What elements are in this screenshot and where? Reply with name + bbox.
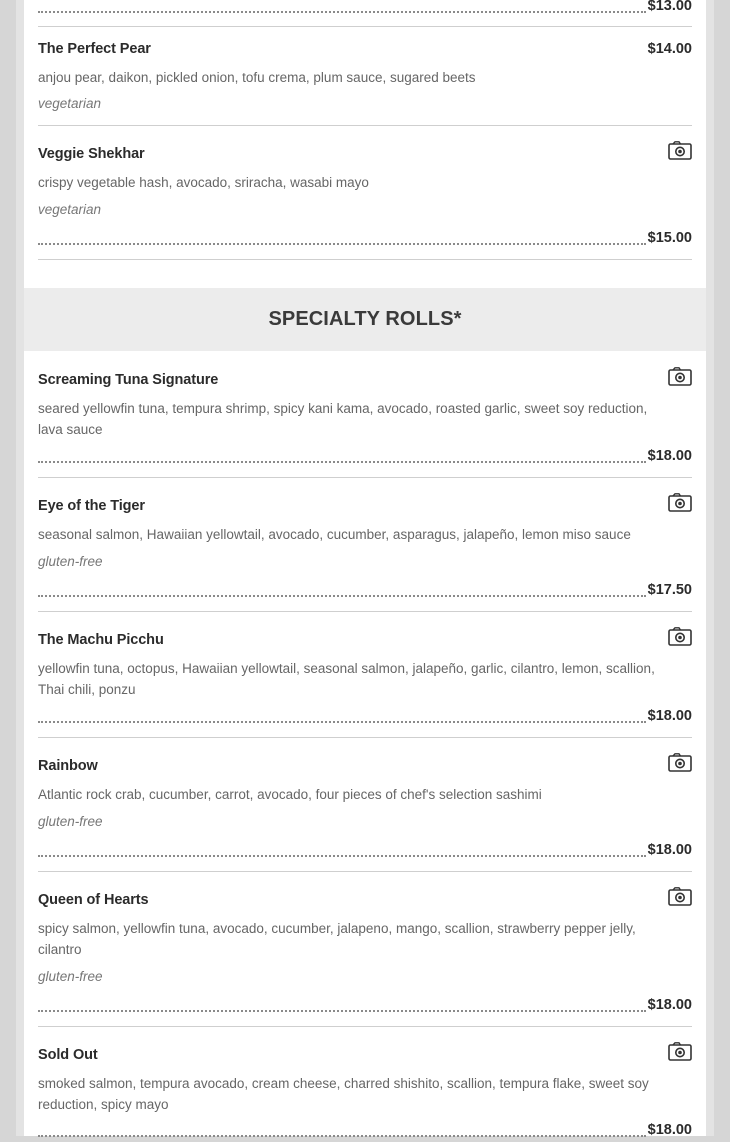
divider: [38, 125, 692, 126]
item-name: Queen of Hearts: [38, 892, 149, 908]
dot-leader: [38, 595, 646, 597]
item-description-line: spicy salmon, yellowfin tuna, avocado, cucumber, jalapeno, mango, scallion, strawberry pepper jelly,: [38, 921, 636, 936]
item-description-line: yellowfin tuna, octopus, Hawaiian yellowtail, seasonal salmon, jalapeño, garlic, cilantro, lemon, scallion,: [38, 661, 655, 676]
menu-item-rainbow[interactable]: [38, 753, 692, 865]
item-dietary-tag: vegetarian: [38, 202, 102, 217]
price-row: [38, 997, 692, 1017]
price-row: [38, 0, 692, 18]
item-name: Rainbow: [38, 758, 98, 774]
dot-leader: [38, 1135, 646, 1137]
item-description-line: lava sauce: [38, 422, 103, 437]
item-name: The Perfect Pear: [38, 41, 151, 57]
item-description: crispy vegetable hash, avocado, sriracha, wasabi mayo: [38, 175, 369, 190]
menu-item-sold-out[interactable]: [38, 1042, 692, 1136]
dot-leader: [38, 855, 646, 857]
divider: [38, 26, 692, 27]
menu-item-the-perfect-pear[interactable]: [38, 40, 692, 120]
item-price: $18.00: [647, 997, 692, 1013]
section-title: SPECIALTY ROLLS*: [268, 308, 462, 330]
price-row: [38, 448, 692, 468]
camera-icon[interactable]: [668, 367, 692, 386]
divider: [38, 871, 692, 872]
camera-icon[interactable]: [668, 887, 692, 906]
item-description: [38, 918, 678, 960]
item-price: $18.00: [647, 708, 692, 724]
divider: [38, 477, 692, 478]
camera-icon[interactable]: [668, 493, 692, 512]
divider: [38, 737, 692, 738]
item-description-line: Atlantic rock crab, cucumber, carrot, avocado, four pieces of chef's selection sashimi: [38, 787, 542, 802]
menu-item-veggie-shekhar[interactable]: [38, 141, 692, 251]
divider: [38, 1026, 692, 1027]
menu-item-queen-of-hearts[interactable]: [38, 887, 692, 1020]
item-dietary-tag: vegetarian: [38, 96, 102, 111]
item-name: Eye of the Tiger: [38, 498, 145, 514]
dot-leader: [38, 243, 646, 245]
item-description-line: seared yellowfin tuna, tempura shrimp, spicy kani kama, avocado, roasted garlic, sweet soy reduction,: [38, 401, 648, 416]
item-dietary-tag: gluten-free: [38, 814, 103, 829]
item-dietary-tag: gluten-free: [38, 969, 103, 984]
item-name: Veggie Shekhar: [38, 146, 145, 162]
item-name: Screaming Tuna Signature: [38, 372, 219, 388]
dot-leader: [38, 11, 646, 13]
dot-leader: [38, 1010, 646, 1012]
dot-leader: [38, 721, 646, 723]
item-price: $18.00: [647, 842, 692, 858]
item-description-line: reduction, spicy mayo: [38, 1097, 169, 1112]
item-description: [38, 398, 678, 440]
item-description: [38, 1073, 678, 1115]
price-row: [38, 708, 692, 728]
menu-item-screaming-tuna-signature[interactable]: [38, 367, 692, 471]
camera-icon[interactable]: [668, 1042, 692, 1061]
camera-icon[interactable]: [668, 627, 692, 646]
item-name: The Machu Picchu: [38, 632, 164, 648]
price-row: [38, 230, 692, 250]
item-price: $18.00: [647, 448, 692, 464]
item-dietary-tag: gluten-free: [38, 554, 103, 569]
item-description: [38, 524, 678, 545]
price-row: [38, 1122, 692, 1142]
section-header: [24, 288, 706, 351]
divider: [38, 611, 692, 612]
price-row: [38, 842, 692, 862]
menu-item-the-machu-picchu[interactable]: [38, 627, 692, 731]
item-description: [38, 658, 678, 700]
camera-icon[interactable]: [668, 753, 692, 772]
item-price: $14.00: [647, 41, 692, 57]
divider: [38, 259, 692, 260]
item-price: $18.00: [647, 1122, 692, 1138]
item-description: [38, 784, 678, 805]
item-description-line: cilantro: [38, 942, 82, 957]
item-price: $13.00: [647, 0, 692, 14]
item-description-line: smoked salmon, tempura avocado, cream cheese, charred shishito, scallion, tempura flake, sweet soy: [38, 1076, 649, 1091]
menu-item-eye-of-the-tiger[interactable]: [38, 493, 692, 605]
item-description: anjou pear, daikon, pickled onion, tofu crema, plum sauce, sugared beets: [38, 70, 476, 85]
item-description-line: seasonal salmon, Hawaiian yellowtail, avocado, cucumber, asparagus, jalapeño, lemon miso sauce: [38, 527, 631, 542]
item-price: $17.50: [647, 582, 692, 598]
item-name: Sold Out: [38, 1047, 98, 1063]
item-description-line: Thai chili, ponzu: [38, 682, 136, 697]
item-price: $15.00: [647, 230, 692, 246]
camera-icon[interactable]: [668, 141, 692, 160]
price-row: [38, 582, 692, 602]
dot-leader: [38, 461, 646, 463]
